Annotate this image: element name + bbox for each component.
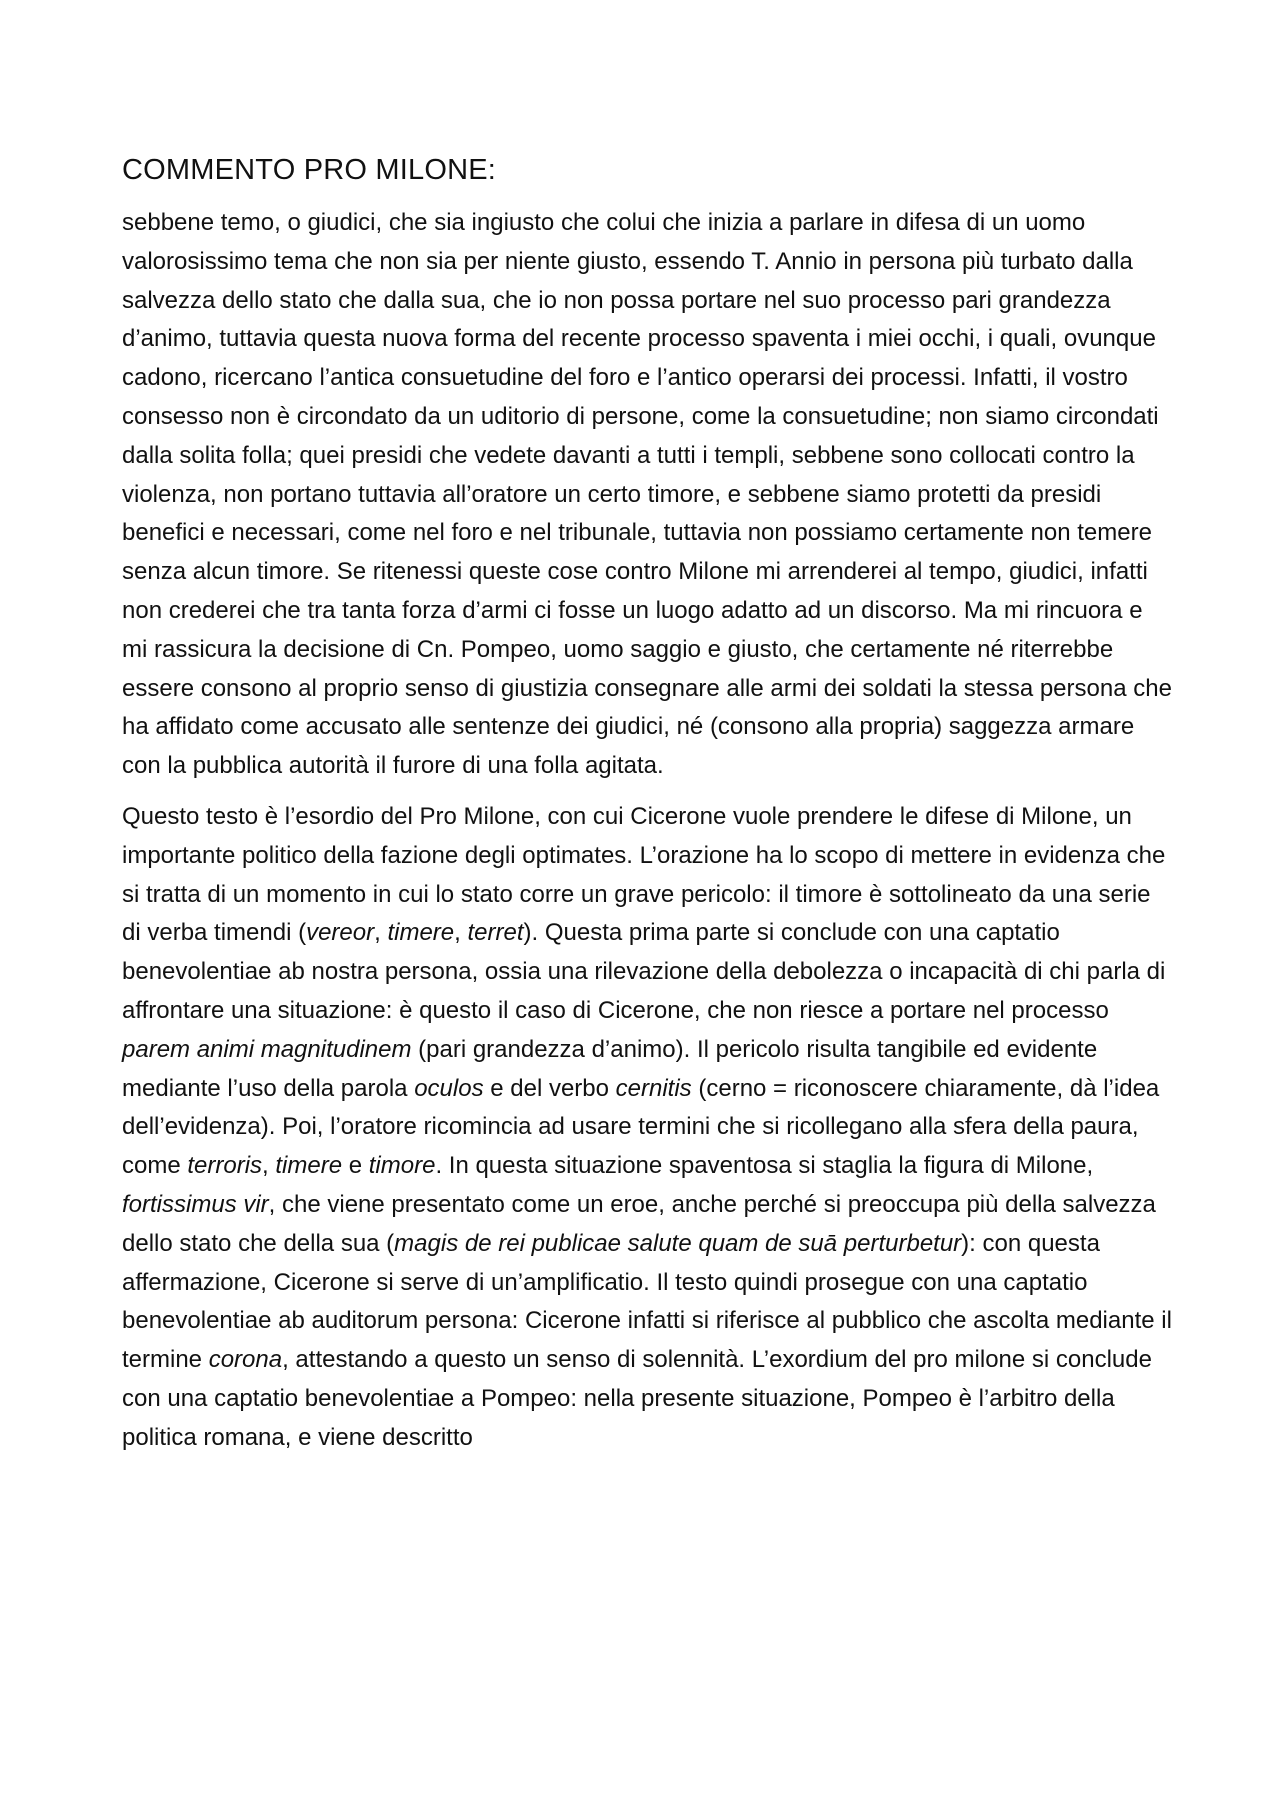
commentary-text: , <box>454 919 468 947</box>
commentary-paragraph <box>122 798 1172 1458</box>
latin-term: fortissimus vir <box>122 1190 269 1218</box>
latin-term: vereor <box>306 919 375 947</box>
latin-term: terroris <box>187 1152 263 1180</box>
latin-term: timore <box>368 1152 436 1180</box>
page-title: COMMENTO PRO MILONE: <box>122 154 497 186</box>
commentary-text: e del verbo <box>483 1074 616 1102</box>
commentary-text: (pari grandezza d’animo). Il pericolo risulta tangibile ed evidente mediante l’uso della parola <box>122 1035 1098 1102</box>
latin-term: magis de rei publicae salute quam de suā perturbetur <box>394 1229 962 1257</box>
commentary-text: , <box>262 1152 276 1180</box>
commentary-text: , che viene presentato come un eroe, anche perché si preoccupa più della salvezza dello stato che della sua ( <box>122 1190 1156 1257</box>
commentary-text: ). Questa prima parte si conclude con una captatio benevolentiae ab nostra persona, ossia una rilevazione della debolezza o incapacità di chi parla di affrontare una situazione: è questo il caso di Cicerone, che non riesce a portare nel processo <box>122 919 1166 1024</box>
commentary-text: Questo testo è l’esordio del Pro Milone, con cui Cicerone vuole prendere le difese di Milone, un importante politico della fazione degli optimates. L’orazione ha lo scopo di mettere in evidenza che si tratta di un momento in cui lo stato corre un grave pericolo: il timore è sottolineato da una serie di verba timendi ( <box>122 802 1166 947</box>
commentary-text: , <box>374 919 388 947</box>
latin-term: corona <box>208 1346 283 1374</box>
latin-term: timere <box>387 919 455 947</box>
translation-paragraph: sebbene temo, o giudici, che sia ingiusto che colui che inizia a parlare in difesa di un uomo valorosissimo tema che non sia per niente giusto, essendo T. Annio in persona più turbato dalla salvezza dello stato che dalla sua, che io non possa portare nel suo processo pari grandezza d’animo, tuttavia questa nuova forma del recente processo spaventa i miei occhi, i quali, ovunque cadono, ricercano l’antica consuetudine del foro e l’antico operarsi dei processi. Infatti, il vostro consesso non è circondato da un uditorio di persone, come la consuetudine; non siamo circondati dalla solita folla; quei presidi che vedete davanti a tutti i templi, sebbene sono collocati contro la violenza, non portano tuttavia all’oratore un certo timore, e sebbene siamo protetti da presidi benefici e necessari, come nel foro e nel tribunale, tuttavia non possiamo certamente non temere senza alcun timore. Se ritenessi queste cose contro Milone mi arrenderei al tempo, giudici, infatti non crederei che tra tanta forza d’armi ci fosse un luogo adatto ad un discorso. Ma mi rincuora e mi rassicura la decisione di Cn. Pompeo, uomo saggio e giusto, che certamente né riterrebbe essere consono al proprio senso di giustizia consegnare alle armi dei soldati la stessa persona che ha affidato come accusato alle sentenze dei giudici, né (consono alla propria) saggezza armare con la pubblica autorità il furore di una folla agitata. <box>122 209 1172 780</box>
latin-term: oculos <box>414 1074 484 1102</box>
commentary-text: , attestando a questo un senso di solennità. L’exordium del pro milone si conclude con una captatio benevolentiae a Pompeo: nella presente situazione, Pompeo è l’arbitro della politica romana, e viene descritto <box>122 1346 1152 1451</box>
latin-term: terret <box>467 919 524 947</box>
commentary-text: ): con questa affermazione, Cicerone si serve di un’amplificatio. Il testo quindi prosegue con una captatio benevolentiae ab auditorum persona: Cicerone infatti si riferisce al pubblico che ascolta mediante il termine <box>122 1229 1172 1374</box>
commentary-text: . In questa situazione spaventosa si staglia la figura di Milone, <box>435 1152 1094 1180</box>
latin-term: cernitis <box>615 1074 692 1102</box>
commentary-text: (cerno = riconoscere chiaramente, dà l’idea dell’evidenza). Poi, l’oratore ricomincia ad usare termini che si ricollegano alla sfera della paura, come <box>122 1074 1160 1180</box>
commentary-text: e <box>342 1152 369 1180</box>
document-page <box>122 150 1172 1458</box>
latin-term: timere <box>275 1152 343 1180</box>
latin-term: parem animi magnitudinem <box>122 1035 412 1063</box>
